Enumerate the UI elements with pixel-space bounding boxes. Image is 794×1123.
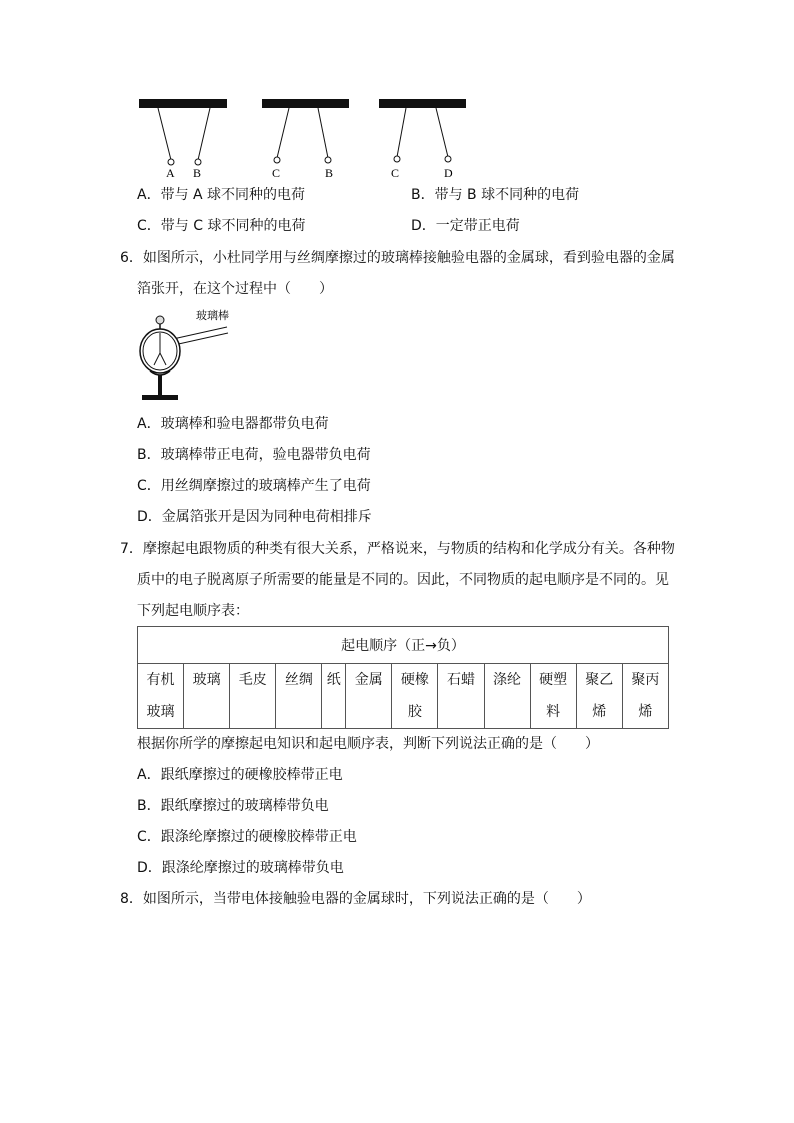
hanging-balls-figure bbox=[0, 0, 794, 185]
q7-question: 根据你所学的摩擦起电知识和起电顺序表，判断下列说法正确的是（ ） bbox=[137, 736, 599, 752]
q5-option-a: A．带与 A 球不同种的电荷 bbox=[137, 187, 306, 203]
ball-label: A bbox=[166, 166, 175, 180]
table-cell: 涤纶 bbox=[484, 664, 530, 729]
table-cell: 金属 bbox=[346, 664, 392, 729]
q6-option-d: D．金属箔张开是因为同种电荷相排斥 bbox=[137, 509, 372, 525]
table-cell: 玻璃 bbox=[184, 664, 230, 729]
q7-stem-line2: 质中的电子脱离原子所需要的能量是不同的。因此，不同物质的起电顺序是不同的。见 bbox=[137, 572, 669, 588]
ball-label: C bbox=[272, 166, 281, 180]
electroscope-figure bbox=[136, 307, 256, 407]
table-cell: 石蜡 bbox=[438, 664, 484, 729]
table-cell: 纸 bbox=[322, 664, 346, 729]
triboelectric-series-table bbox=[137, 626, 669, 729]
q5-option-b: B．带与 B 球不同种的电荷 bbox=[411, 187, 580, 203]
table-cell: 聚乙 烯 bbox=[576, 664, 622, 729]
q7-stem-line1: 7．摩擦起电跟物质的种类有很大关系，严格说来，与物质的结构和化学成分有关。各种物 bbox=[120, 541, 675, 557]
ball-label: C bbox=[391, 166, 400, 180]
q7-option-d: D．跟涤纶摩擦过的玻璃棒带负电 bbox=[137, 860, 344, 876]
ball-label: D bbox=[444, 166, 453, 180]
support-bar-2 bbox=[262, 99, 349, 108]
q7-stem-line3: 下列起电顺序表： bbox=[137, 603, 249, 619]
table-cell: 有机 玻璃 bbox=[138, 664, 184, 729]
q5-option-d: D．一定带正电荷 bbox=[411, 218, 520, 234]
electroscope-base bbox=[142, 395, 178, 400]
table-cell: 毛皮 bbox=[230, 664, 276, 729]
q5-option-c: C．带与 C 球不同种的电荷 bbox=[137, 218, 306, 234]
q7-option-a: A．跟纸摩擦过的硬橡胶棒带正电 bbox=[137, 767, 343, 783]
q6-option-c: C．用丝绸摩擦过的玻璃棒产生了电荷 bbox=[137, 478, 371, 494]
q7-option-b: B．跟纸摩擦过的玻璃棒带负电 bbox=[137, 798, 329, 814]
support-bar-3 bbox=[379, 99, 466, 108]
glass-rod-label: 玻璃棒 bbox=[196, 309, 229, 322]
ball-b bbox=[195, 159, 201, 165]
q6-stem-line1: 6．如图所示，小杜同学用与丝绸摩擦过的玻璃棒接触验电器的金属球，看到验电器的金属 bbox=[120, 250, 675, 266]
table-cell: 聚丙 烯 bbox=[622, 664, 668, 729]
q6-option-a: A．玻璃棒和验电器都带负电荷 bbox=[137, 416, 329, 432]
table-cell: 丝绸 bbox=[276, 664, 322, 729]
table-cell: 硬橡 胶 bbox=[392, 664, 438, 729]
ball-d bbox=[445, 156, 451, 162]
ball-c bbox=[274, 157, 280, 163]
support-bar-1 bbox=[139, 99, 227, 108]
table-header: 起电顺序（正→负） bbox=[138, 627, 669, 664]
ball-c bbox=[394, 156, 400, 162]
ball-label: B bbox=[325, 166, 334, 180]
q6-stem-line2: 箔张开，在这个过程中（ ） bbox=[137, 281, 333, 297]
q8-stem: 8．如图所示，当带电体接触验电器的金属球时，下列说法正确的是（ ） bbox=[120, 891, 591, 907]
ball-label: B bbox=[193, 166, 202, 180]
ball-b bbox=[325, 157, 331, 163]
q7-option-c: C．跟涤纶摩擦过的硬橡胶棒带正电 bbox=[137, 829, 357, 845]
metal-ball bbox=[156, 316, 164, 324]
q6-option-b: B．玻璃棒带正电荷，验电器带负电荷 bbox=[137, 447, 371, 463]
table-cell: 硬塑 料 bbox=[530, 664, 576, 729]
ball-a bbox=[168, 159, 174, 165]
